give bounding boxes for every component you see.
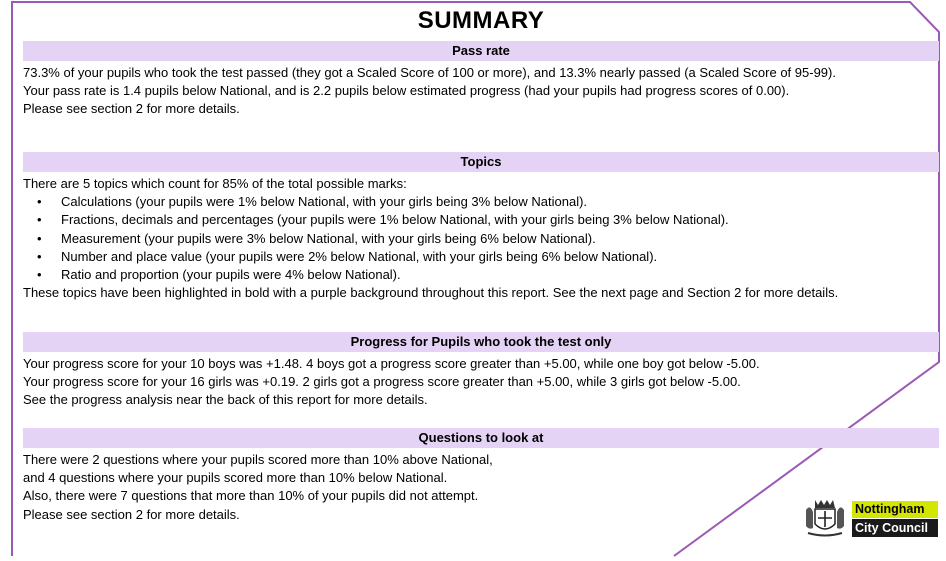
questions-heading: Questions to look at — [23, 428, 939, 448]
pass-rate-heading: Pass rate — [23, 41, 939, 61]
topic-text: Ratio and proportion (your pupils were 4% below National). — [61, 267, 401, 283]
topic-text: Measurement (your pupils were 3% below National, with your girls being 6% below National). — [61, 230, 596, 246]
pass-rate-line: Please see section 2 for more details. — [23, 101, 240, 117]
topics-intro: There are 5 topics which count for 85% of the total possible marks: — [23, 176, 407, 191]
bullet-icon: • — [37, 212, 42, 228]
progress-line: Your progress score for your 16 girls was +0.19. 2 girls got a progress score greater than +5.00, while 3 girls got below -5.00. — [23, 374, 741, 390]
questions-line: Also, there were 7 questions that more than 10% of your pupils did not attempt. — [23, 488, 479, 504]
bullet-icon: • — [37, 230, 42, 246]
topic-item — [37, 193, 939, 211]
bullet-icon: • — [37, 194, 42, 210]
topic-text: Number and place value (your pupils were 2% below National, with your girls being 6% below National). — [61, 248, 658, 264]
topic-item — [37, 266, 939, 284]
bullet-icon: • — [37, 248, 42, 264]
questions-line: Please see section 2 for more details. — [23, 506, 240, 522]
questions-line: There were 2 questions where your pupils scored more than 10% above National, — [23, 452, 493, 467]
topic-text: Fractions, decimals and percentages (your pupils were 1% below National, with your girls being 3% below National). — [61, 212, 729, 228]
pass-rate-line: 73.3% of your pupils who took the test passed (they got a Scaled Score of 100 or more), and 13.3% nearly passed (a Scaled Score of 95-99). — [23, 65, 836, 80]
logo-text-city-council: City Council — [852, 519, 938, 537]
topic-item — [37, 248, 939, 266]
topic-item — [37, 230, 939, 248]
logo-text-nottingham: Nottingham — [852, 501, 938, 518]
topics-list — [23, 193, 939, 284]
progress-line: Your progress score for your 10 boys was +1.48. 4 boys got a progress score greater than +5.00, while one boy got below -5.00. — [23, 356, 760, 371]
council-logo — [802, 496, 940, 542]
page-title: SUMMARY — [417, 7, 545, 34]
topic-item — [37, 211, 939, 229]
topics-heading: Topics — [23, 152, 939, 172]
topics-section — [23, 152, 939, 302]
pass-rate-section — [23, 41, 939, 119]
topic-text: Calculations (your pupils were 1% below National, with your girls being 3% below National). — [61, 194, 588, 210]
pass-rate-line: Your pass rate is 1.4 pupils below National, and is 2.2 pupils below estimated progress (had your pupils had progress scores of 0.00). — [23, 83, 790, 99]
progress-line: See the progress analysis near the back of this report for more details. — [23, 392, 428, 408]
progress-section — [23, 332, 939, 410]
questions-line: and 4 questions where your pupils scored more than 10% below National. — [23, 470, 448, 486]
coat-of-arms-icon — [802, 496, 848, 540]
bullet-icon: • — [37, 267, 42, 283]
topics-outro: These topics have been highlighted in bold with a purple background throughout this report. See the next page and Section 2 for more details. — [23, 285, 839, 301]
progress-heading: Progress for Pupils who took the test only — [23, 332, 939, 352]
